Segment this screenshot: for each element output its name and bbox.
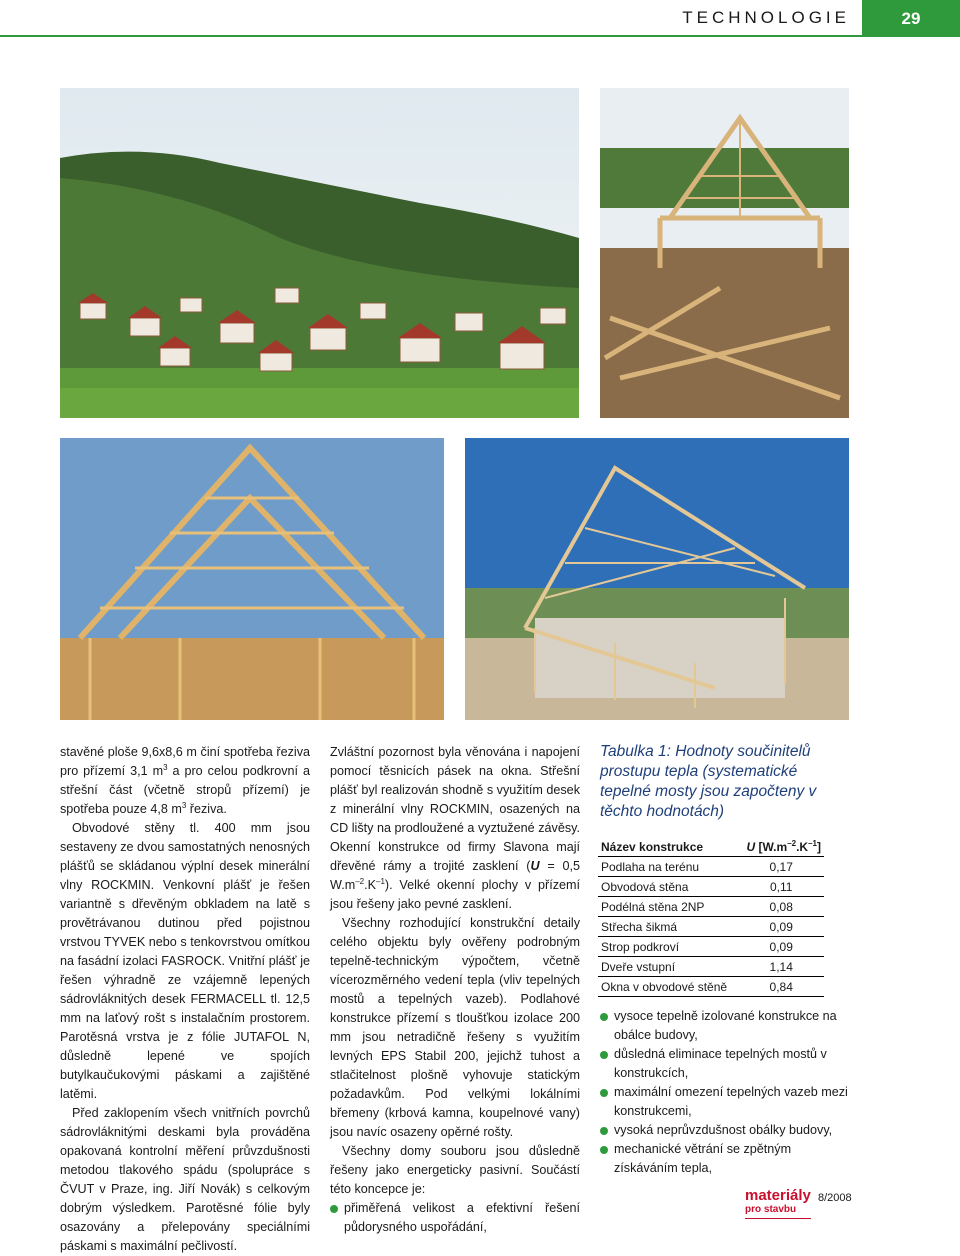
table-header-name: Název konstrukce (598, 838, 738, 857)
column-2 (330, 743, 580, 1237)
bullet-list (600, 1007, 850, 1178)
list-item: důsledná eliminace tepelných mostů v konstrukcích, (600, 1045, 850, 1083)
list-item: vysoká neprůvzdušnost obálky budovy, (600, 1121, 850, 1140)
table-caption: Tabulka 1: Hodnoty součinitelů prostupu tepla (systematické tepelné mosty jsou započteny v těchto hodnotách) (600, 743, 817, 820)
table-cell: Podlaha na terénu (598, 857, 738, 877)
table-cell: Dveře vstupní (598, 957, 738, 977)
table-cell: Střecha šikmá (598, 917, 738, 937)
table-row (598, 897, 824, 917)
table-cell: Obvodová stěna (598, 877, 738, 897)
paragraph: Obvodové stěny tl. 400 mm jsou sestaveny ze dvou samostatných nenosných plášťů se skládanou výplní desek minerální vlny ROCKMIN. Venkovní plášť je řešen variantně s dřevěným obkladem na latě s provětrávanou dutinou před pojistnou vrstvou TYVEK nebo s tenkovrstvou omítkou na fasádní izolaci FASROCK. Vnitřní plášť je řešen výhradně ze vzájemně lepených sádrovláknitých desek FERMACELL tl. 12,5 mm na laťový rošt s instalačním prostorem. Parotěsná vrstva je z fólie JUTAFOL N, důsledně lepené ve spojích butylkaučukovými páskami a zajištěné latěmi. (60, 821, 310, 1101)
header-rule (0, 35, 862, 37)
frame-construction-photo (600, 88, 849, 418)
logo-sub: pro stavbu (745, 1203, 811, 1219)
table-header-row (598, 838, 824, 857)
table-cell: 0,17 (738, 857, 824, 877)
section-title: TECHNOLOGIE (682, 8, 850, 27)
table-cell: 0,09 (738, 937, 824, 957)
column-3 (600, 1007, 850, 1178)
list-item: přiměřená velikost a efektivní řešení půdorysného uspořádání, (330, 1199, 580, 1237)
table-cell: Podélná stěna 2NP (598, 897, 738, 917)
page-number: 29 (862, 0, 960, 37)
paragraph: Zvláštní pozornost byla věnována i napojení pomocí těsnicích pásek na okna. Střešní plášť byl realizován shodně s využitím desek z minerální vlny ROCKMIN, osazených na CD lišty na prodloužené a vyztužené závěsy. Okenní konstrukce od firmy Slavona mají dřevěné rámy a trojité zasklení (U = 0,5 $W.m^{-2}.K^{-1}$). Velké okenní plochy v přízemí jsou řešeny jako pevné zasklení. (330, 745, 580, 911)
paragraph: Před zaklopením všech vnitřních povrchů sádrovláknitými deskami byla prováděna opakovaná kontrolní měření průvzdušnosti metodou tlakového spádu (spolupráce s ČVUT v Praze, ing. Jiří Novák) s celkovým dobrým výsledkem. Parotěsné fólie byly osazovány a přelepovány speciálními páskami s maximální pečlivostí. (60, 1106, 310, 1253)
paragraph: stavěné ploše 9,6x8,6 m činí spotřeba řeziva pro přízemí 3,1 $m^3$ a pro celou podkrovní a střešní část (včetně stropů přízemí) je spotřeba pouze 4,8 $m^3$ řeziva. (60, 745, 310, 816)
roof-truss-photo (60, 438, 444, 720)
table-row (598, 917, 824, 937)
list-item: mechanické větrání se zpětným získáváním tepla, (600, 1140, 850, 1178)
table-row (598, 857, 824, 877)
table-cell: 1,14 (738, 957, 824, 977)
paragraph: Všechny domy souboru jsou důsledně řešeny jako energeticky pasivní. Součástí této koncepce je: (330, 1144, 580, 1196)
issue-number: 8/2008 (818, 1192, 852, 1204)
table-row (598, 937, 824, 957)
column-1 (60, 743, 310, 1256)
table-row (598, 877, 824, 897)
list-item: maximální omezení tepelných vazeb mezi konstrukcemi, (600, 1083, 850, 1121)
bullet-list (330, 1199, 580, 1237)
table-cell: 0,84 (738, 977, 824, 997)
table-row (598, 977, 824, 997)
table-cell: Strop podkroví (598, 937, 738, 957)
table-cell: 0,11 (738, 877, 824, 897)
table-cell: 0,08 (738, 897, 824, 917)
house-frame-photo (465, 438, 849, 720)
table-cell: 0,09 (738, 917, 824, 937)
table-cell: Okna v obvodové stěně (598, 977, 738, 997)
village-photo (60, 88, 579, 418)
logo-main: materiály (745, 1187, 811, 1204)
paragraph: Všechny rozhodující konstrukční detaily celého objektu byly ověřeny podrobným tepelně-technickým výpočtem, včetně vícerozměrného vedení tepla (vliv tepelných mostů a tepelných vazeb). Podlahové konstrukce přízemí s tloušťkou izolace 200 mm jsou netradičně řešeny s využitím levných EPS Stabil 200, jejichž tuhost a stlačitelnost plošně vyhovuje statickým požadavkům. Pod velkými lokálními břemeny (krbová kamna, koupelnové vany) jsou navíc osazeny opěrné rošty. (330, 916, 580, 1139)
table-row (598, 957, 824, 977)
u-values-table (598, 838, 824, 997)
list-item: vysoce tepelně izolované konstrukce na obálce budovy, (600, 1007, 850, 1045)
table-header-value: U $[W.m^{-2}.K^{-1}]$ (738, 838, 824, 857)
